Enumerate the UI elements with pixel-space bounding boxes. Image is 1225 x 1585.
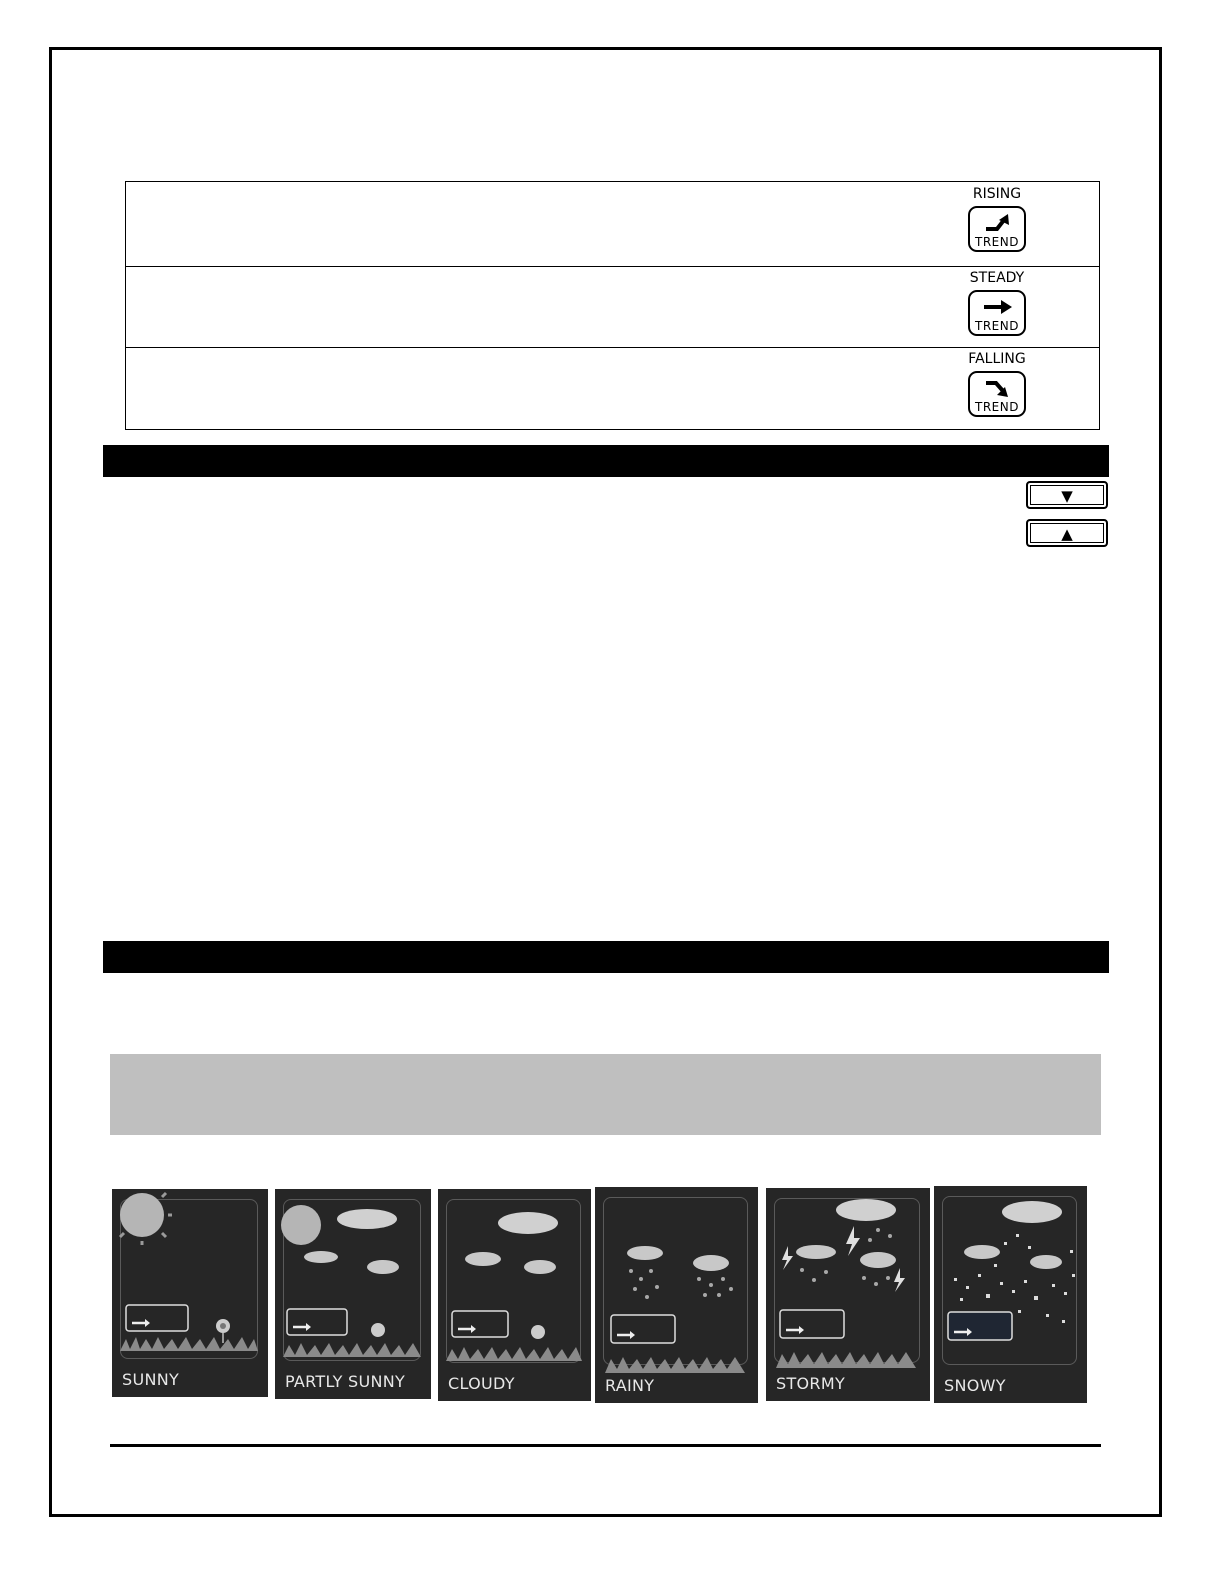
grass-icon bbox=[776, 1352, 916, 1368]
trend-state-label: RISING bbox=[972, 186, 1022, 202]
weather-label: SNOWY bbox=[944, 1376, 1006, 1395]
trend-button bbox=[968, 290, 1026, 336]
rain-icon bbox=[629, 1269, 733, 1299]
cloud-icon bbox=[693, 1255, 729, 1271]
weather-panel-snowy bbox=[934, 1186, 1087, 1403]
note-box bbox=[110, 1054, 1101, 1135]
tendency-box-icon bbox=[287, 1309, 347, 1335]
weather-scene bbox=[766, 1188, 930, 1401]
grass-icon bbox=[283, 1343, 421, 1357]
tendency-box-icon bbox=[780, 1310, 844, 1338]
trend-state-label: STEADY bbox=[969, 270, 1025, 286]
flower-icon bbox=[371, 1323, 385, 1337]
arrow-steady-icon bbox=[984, 296, 1012, 318]
weather-panel-stormy bbox=[766, 1188, 930, 1401]
cloud-icon bbox=[524, 1260, 556, 1274]
sun-icon bbox=[281, 1205, 321, 1245]
weather-label: SUNNY bbox=[122, 1370, 180, 1389]
footer-rule bbox=[110, 1444, 1101, 1447]
tendency-box-icon bbox=[948, 1312, 1012, 1340]
cloud-icon bbox=[304, 1251, 338, 1263]
weather-label: RAINY bbox=[605, 1376, 655, 1395]
flower-icon bbox=[531, 1325, 545, 1339]
sun-icon bbox=[120, 1189, 172, 1245]
trend-table bbox=[125, 181, 1100, 430]
up-button[interactable] bbox=[1026, 519, 1108, 547]
arrow-falling-icon bbox=[984, 377, 1012, 399]
trend-row-rising bbox=[126, 182, 1099, 267]
cloud-icon bbox=[337, 1209, 397, 1229]
trend-button-label: TREND bbox=[975, 400, 1019, 414]
up-arrow-icon: ▲ bbox=[1061, 525, 1073, 543]
cloud-icon bbox=[964, 1245, 1000, 1259]
cloud-icon bbox=[1002, 1201, 1062, 1223]
weather-label: CLOUDY bbox=[448, 1374, 515, 1393]
trend-row-steady bbox=[126, 266, 1099, 348]
weather-label: PARTLY SUNNY bbox=[285, 1372, 406, 1391]
down-button[interactable] bbox=[1026, 481, 1108, 509]
trend-state-label: FALLING bbox=[968, 351, 1026, 367]
trend-indicator-falling bbox=[958, 350, 1036, 417]
trend-button-label: TREND bbox=[975, 319, 1019, 333]
weather-scene bbox=[112, 1189, 268, 1397]
cloud-icon bbox=[836, 1199, 896, 1221]
arrow-rising-icon bbox=[984, 212, 1012, 234]
cloud-icon bbox=[796, 1245, 836, 1259]
tendency-box-icon bbox=[452, 1311, 508, 1337]
tendency-box-icon bbox=[611, 1315, 675, 1343]
weather-panel-rainy bbox=[595, 1187, 758, 1403]
cloud-icon bbox=[627, 1246, 663, 1260]
trend-button bbox=[968, 371, 1026, 417]
weather-label: STORMY bbox=[776, 1374, 846, 1393]
grass-icon bbox=[446, 1347, 582, 1361]
down-arrow-icon: ▼ bbox=[1061, 487, 1073, 505]
weather-scene bbox=[595, 1187, 758, 1403]
trend-button bbox=[968, 206, 1026, 252]
weather-scene bbox=[934, 1186, 1087, 1403]
weather-scene bbox=[275, 1189, 431, 1399]
weather-panel-sunny bbox=[112, 1189, 268, 1397]
trend-button-label: TREND bbox=[975, 235, 1019, 249]
weather-panel-cloudy bbox=[438, 1189, 591, 1401]
cloud-icon bbox=[498, 1212, 558, 1234]
cloud-icon bbox=[367, 1260, 399, 1274]
section-header-bar bbox=[103, 941, 1109, 973]
cloud-icon bbox=[465, 1252, 501, 1266]
trend-indicator-steady bbox=[958, 269, 1036, 336]
weather-panel-partly-sunny bbox=[275, 1189, 431, 1399]
grass-icon bbox=[120, 1337, 258, 1351]
weather-scene bbox=[438, 1189, 591, 1401]
section-header-bar bbox=[103, 445, 1109, 477]
grass-icon bbox=[605, 1357, 745, 1373]
cloud-icon bbox=[1030, 1255, 1062, 1269]
trend-row-falling bbox=[126, 347, 1099, 429]
tendency-box-icon bbox=[126, 1305, 188, 1331]
cloud-icon bbox=[860, 1252, 896, 1268]
trend-indicator-rising bbox=[958, 185, 1036, 252]
